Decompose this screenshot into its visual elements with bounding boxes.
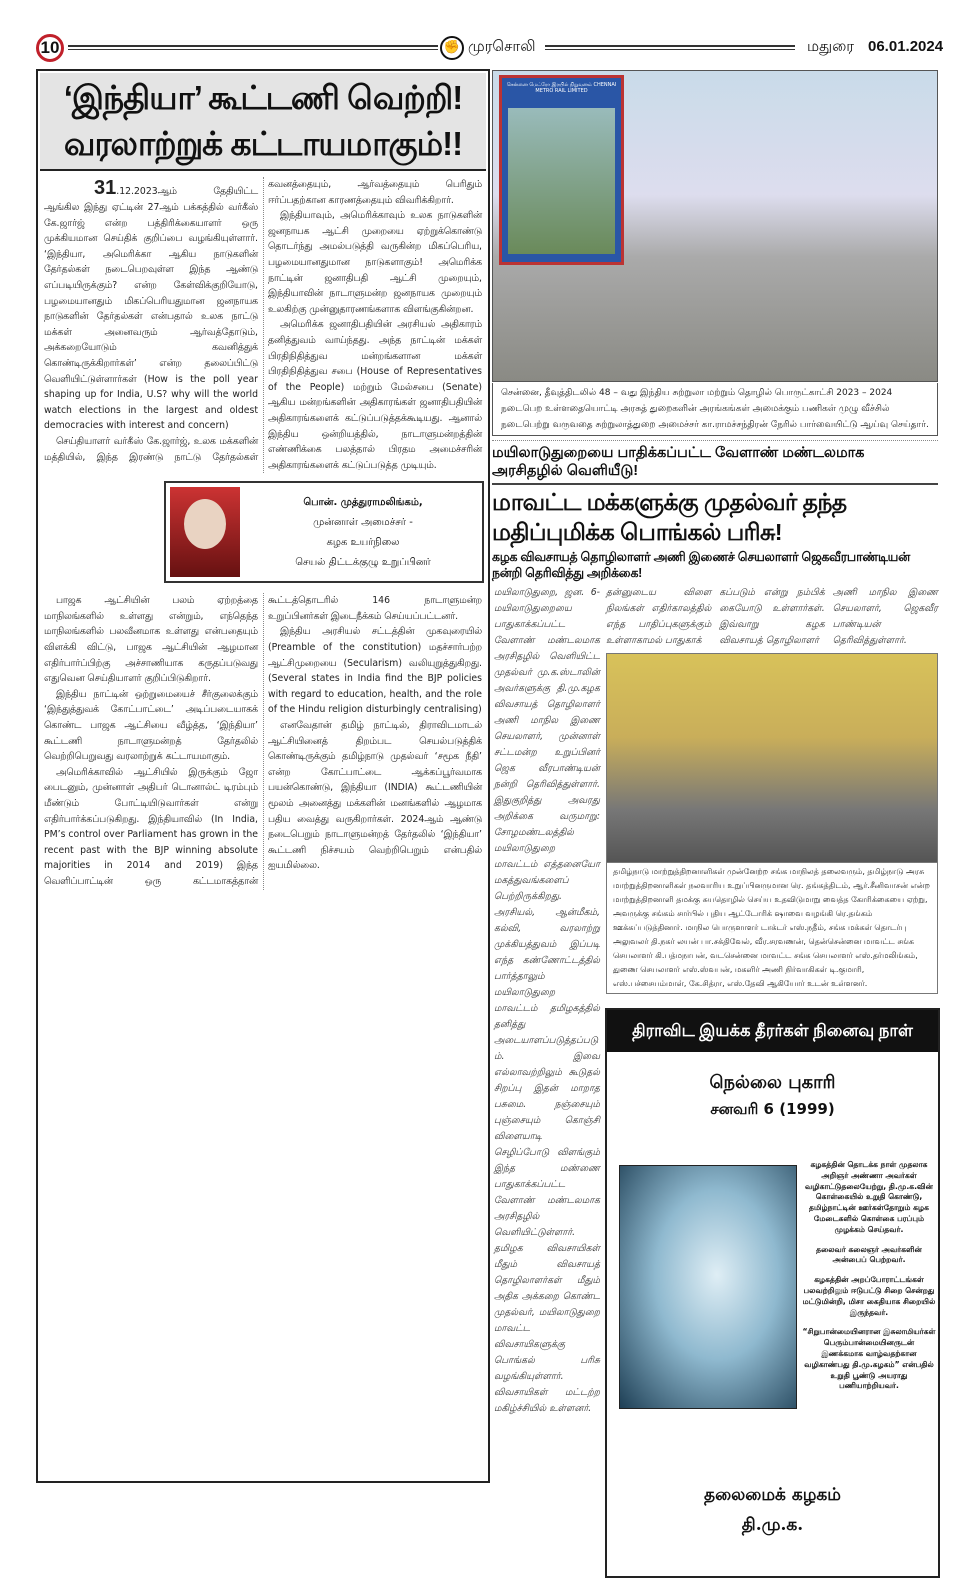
- headline-line-1: ‘இந்தியா’ கூட்டணி வெற்றி!: [63, 79, 463, 116]
- header-rule: [68, 45, 438, 50]
- story-column: அணி மாநில இணை செயலாளர், ஜெகவீர பாண்டியன் தெரிவித்துள்ளார்.: [832, 587, 938, 646]
- story-top-columns: [606, 585, 938, 649]
- signature-line: தி.மு.க.: [741, 1515, 804, 1535]
- article-paragraph: அமெரிக்காவில் ஆட்சியில் இருக்கும் ஜோ பைடனும், முன்னாள் அதிபர் டொனால்ட் டிரம்பும் மீண்டும் போட்டியிடுவார்கள் என்று எதிர்பார்க்கப்படுகிறது. இந்தியாவில் (In India, PM’s control over Parliament has grown in the recent past with the BJP winning absolute majorities in 2014 and 2019) இந்த வெளிப்பாட்டின் ஒரு கட்டமாகத்தான் கூட்டத்தொடரில் 146 நாடாளுமன்ற உறுப்பினர்கள் இடைநீக்கம் செய்யப்பட்டனர்.: [44, 595, 482, 887]
- article-paragraph: அமெரிக்க ஜனாதிபதியின் அரசியல் அதிகாரம் தனித்துவம் வாய்ந்தது. அந்த நாட்டின் மக்கள் பிரதிநிதித்துவ மன்றங்களான மக்கள் பிரதிநிதித்துவ சபை (House of Representatives of the People) மற்றும் மேல்சபை (Senate) ஆகிய மன்றங்களின் அதிகாரங்கள் ஜனாதிபதியின் அதிகாரங்களைக் கட்டுப்படுத்தக்கூடியது. ஆனால் இந்திய ஒன்றியத்தில், நாடாளுமன்றத்தின் எண்ணிக்கை பலத்தால் பிரதம அமைச்சரின் அதிகாரங்களைக் கட்டுப்படுத்த முடியும்.: [268, 319, 482, 471]
- tribute-notice: [605, 1008, 940, 1578]
- lead-article-box: [36, 69, 490, 1483]
- article-paragraph: இந்திய நாட்டின் ஒற்றுமையைச் சீர்குலைக்கும் ‘இந்துத்துவக் கோட்பாட்டை’ அடிப்படையாகக் கொண்ட பாஜக ஆட்சியை வீழ்த்த, ‘இந்தியா’ கூட்டணி நாடாளுமன்றத் தேர்தலில் வெற்றிபெறுவது வரலாற்றுக் கட்டாயமாகும்.: [44, 688, 258, 763]
- tribute-paragraph: தலைவர் கலைஞர் அவர்களின் அன்பைப் பெற்றவர்.: [816, 1244, 922, 1265]
- article-paragraph: இந்தியாவும், அமெரிக்காவும் உலக நாடுகளின் ஜனநாயக ஆட்சி முறையை ஏற்றுக்கொண்டு தொடர்ந்து அமல்படுத்தி வருகின்ற மிகப்பெரிய, பழமையானதுமான நாடுகளாகும்! அமெரிக்க நாட்டின் ஜனாதிபதி ஆட்சி முறையும், இந்தியாவின் நாடாளுமன்ற ஜனநாயக முறையும் உலகிற்கு முன்னுதாரணங்களாக விளங்குகின்றன.: [268, 210, 482, 315]
- article-columns-bottom: [40, 587, 486, 893]
- issue-date: 06.01.2024: [868, 38, 944, 55]
- story-headline: மாவட்ட மக்களுக்கு முதல்வர் தந்த மதிப்புமிக்க பொங்கல் பரிசு!: [492, 489, 847, 545]
- article-paragraph: பாஜக ஆட்சியின் பலம் ஏற்றத்தை மாநிலங்களில் உள்ளது என்றும், எந்தெந்த மாநிலங்களில் பலவீனமாக உள்ளது என்பதையும் விளக்கி விட்டு, பாஜக ஆட்சியின் ஆழமான எதிர்பார்ப்பிற்கு அச்சாணியாக கருதப்படுவது எதுவென செய்தியாளர் குறிப்பிடுகிறார்.: [44, 595, 258, 685]
- tribute-banner: திராவிட இயக்க தீரர்கள் நினைவு நாள்: [607, 1010, 938, 1052]
- story-kicker: மயிலாடுதுறையை பாதிக்கப்பட்ட வேளாண் மண்டலமாக அரசிதழில் வெளியீடு!: [492, 440, 938, 485]
- tribute-portrait: [619, 1165, 797, 1409]
- article-paragraph: இந்திய அரசியல் சட்டத்தின் முகவுரையில் (Preamble of the constitution) மதச்சார்பற்ற ஆட்சிமுறையை (Secularism) வலியுறுத்துகிறது. (Several states in India find the BJP policies with regard to education, health, and the role of the Hindu religion disturbingly centralising): [268, 626, 482, 716]
- paper-logo-icon: ✊: [440, 36, 464, 60]
- paper-name: முரசொலி: [468, 38, 536, 55]
- tribute-text: [802, 1160, 936, 1401]
- page-number: 10: [36, 34, 64, 62]
- story-body: [492, 585, 938, 1578]
- tribute-name: நெல்லை புகாரி: [709, 1072, 836, 1093]
- story-right-column: [606, 585, 938, 1578]
- tribute-paragraph: கழகத்தின் அறப்போராட்டங்கள் பலவற்றிலும் ஈடுபட்டு சிறை சென்றது மட்டுமின்றி, மிசா கைதியாக சிறையில் இருந்தவர்.: [802, 1275, 936, 1317]
- photo-caption: சென்னை, தீவுத்திடலில் 48 – வது இந்திய சுற்றுலா மற்றும் தொழில் பொருட்காட்சி 2023 – 2024 நடைபெற உள்ளதையொட்டி அரசுத் துறைகளின் அரங்கங்கள் அமைக்கும் பணிகள் முழு வீச்சில் நடைபெற்று வருவதை சுற்றுலாத்துறை அமைச்சர் கா.ராமச்சந்திரன் நேரில் பார்வையிட்டு ஆய்வு செய்தார்.: [492, 383, 938, 436]
- author-role: முன்னாள் அமைச்சர் -: [313, 517, 413, 529]
- author-photo: [170, 487, 240, 577]
- paragraph-text: .12.2023ஆம் தேதியிட்ட ஆங்கில இந்து ஏட்டின் 27ஆம் பக்கத்தில் வர்கீஸ் கே.ஜார்ஜ் என்ற பத்திரிக்கையாளர் ஒரு முக்கியமான செய்திக் குறிப்பை வழங்கியுள்ளார். ‘இந்தியா, அமெரிக்கா ஆகிய நாடுகளின் தேர்தல்கள் நடைபெறவுள்ள இந்த ஆண்டு எப்படியிருக்கும்? என்ற கேள்விக்குறியோடு, பழமையானதும் மிகப்பெரியதுமான ஜனநாயக நாடுகளின் தேர்தல்கள் என்பதால் உலக நாட்டு மக்கள் அனைவரும் ஆர்வத்தோடும், அக்கறையோடும் கவனித்துக் கொண்டிருக்கிறார்கள்’ என்ற தலைப்பிட்டு வெளியிட்டுள்ளார்கள் (How is the poll year shaping up for India, U.S? why will the world watch elections in the largest and oldest democracies with interest and concern): [44, 186, 258, 432]
- story-subhead: கழக விவசாயத் தொழிலாளர் அணி இணைச் செயலாளர் ஜெகவீரபாண்டியன் நன்றி தெரிவித்து அறிக்கை!: [492, 550, 910, 580]
- article-paragraph: செய்தியாளர் வர்கீஸ் கே.ஜார்ஜ், உலக மக்களின் மத்தியில், இந்த இரண்டு நாட்டு தேர்தல்கள் கவனத்தையும், ஆர்வத்தையும் பெரிதும் ஈர்ப்பதற்கான காரணத்தையும் விவரிக்கிறார்.: [44, 179, 482, 463]
- signature-line: தலைமைக் கழகம்: [704, 1485, 841, 1505]
- headline-line-2: வரலாற்றுக் கட்டாயமாகும்!!: [63, 125, 463, 162]
- article-paragraph: எனவேதான் தமிழ் நாட்டில், திராவிடமாடல் ஆட்சியினைத் திறம்பட செயல்படுத்திக் கொண்டிருக்கும் தமிழ்நாடு முதல்வர் ‘சமூக நீதி’ என்ற கோட்பாட்டை ஆக்கப்பூர்வமாக பயன்கொண்டு, இந்தியா (INDIA) கூட்டணியின் மூலம் அனைத்து மக்களின் மனங்களில் ஆழமாக பதிய வைத்து வருகிறார்கள். 2024ஆம் ஆண்டு நடைபெறும் நாடாளுமன்றத் தேர்தலில் ‘இந்தியா’ கூட்டணி நிச்சயம் வெற்றிபெறும் என்பதில் ஐயமில்லை.: [268, 720, 482, 872]
- author-box: [164, 481, 484, 583]
- dateline-number: 31: [94, 177, 117, 199]
- author-name: பொன். முத்துராமலிங்கம்,: [303, 497, 423, 509]
- tribute-paragraph: கழகத்தின் தொடக்க நாள் முதலாக அறிஞர் அண்ணா அவர்கள் வழிகாட்டுதலையேற்று, தி.மு.க.வின் கொள்கையில் உறுதி கொண்டு, தமிழ்நாட்டின் ஊர்கள்தோறும் கழக மேடைகளில் கொள்கை பரப்பும் முழக்கம் செய்தவர்.: [805, 1160, 933, 1234]
- article-paragraph: [44, 177, 258, 434]
- auto-rickshaw-handover-photo: [606, 653, 938, 863]
- tribute-paragraph: “சிறுபான்மையினரான இசுலாமியர்கள் பெரும்பான்மையினருடன் இணக்கமாக வாழ்வதற்கான வழிகாண்பது தி.மு.கழகம்” என்பதில் உறுதி பூண்டு அயராது பணியாற்றியவர்.: [802, 1327, 936, 1391]
- tribute-date: சனவரி 6 (1999): [710, 1100, 835, 1118]
- story-column: கப்படும் என்று நம்பிக் கையோடு உள்ளார்கள். இவ்வாறு கழக விவசாயத் தொழிலாளர்: [719, 587, 825, 646]
- story-side-column: மயிலாடுதுறை, ஜன. 6- மயிலாடுதுறையை பாதுகாக்கப்பட்ட வேளாண் மண்டலமாக அரசிதழில் வெளியிட்ட முதல்வர் மு.க.ஸ்டாலின் அவர்களுக்கு தி.மு.கழக விவசாயத் தொழிலாளர் அணி மாநில இணை செயலாளர், முன்னாள் சட்டமன்ற உறுப்பினர் ஜெக வீரபாண்டியன் நன்றி தெரிவித்துள்ளார். இதுகுறித்து அவரது அறிக்கை வருமாறு: சோழமண்டலத்தில் மயிலாடுதுறை மாவட்டம் எத்தனையோ மகத்துவங்களைப் பெற்றிருக்கிறது. அரசியல், ஆன்மீகம், கல்வி, வரலாற்று முக்கியத்துவம் இப்படி எந்த கண்ணோட்டத்தில் பார்த்தாலும் மயிலாடுதுறை மாவட்டம் தமிழகத்தில் தனித்து அடையாளப்படுத்தப்படும். இவை எல்லாவற்றிலும் கூடுதல் சிறப்பு இதன் மாறாத பசுமை. நஞ்சையும் புஞ்சையும் கொஞ்சி விளையாடி செழிப்போடு விளங்கும் இந்த மண்ணை பாதுகாக்கப்பட்ட வேளாண் மண்டலமாக அரசிதழில் வெளியிட்டுள்ளார். தமிழக விவசாயிகள் மீதும் விவசாயத் தொழிலாளர்கள் மீதும் அதிக அக்கறை கொண்ட முதல்வர், மயிலாடுதுறை மாவட்ட விவசாயிகளுக்கு பொங்கல் பரிசு வழங்கியுள்ளார். விவசாயிகள் மட்டற்ற மகிழ்ச்சியில் உள்ளனர்.: [494, 587, 600, 1414]
- sign-text: சென்னை மெட்ரோ இரயில் நிறுவனம் CHENNAI METRO RAIL LIMITED: [506, 82, 617, 94]
- tribute-signature: [607, 1480, 938, 1540]
- author-role: கழக உயர்நிலை: [326, 537, 400, 549]
- story-block: [492, 440, 938, 1578]
- photo-caption: தமிழ்நாடு மாற்றுத்திறனாளிகள் முன்னேற்ற சங்க மாநிலத் தலைவரும், தமிழ்நாடு அரசு மாற்றுத்திறனாளிகள் நலவாரிய உறுப்பினருமான ரெ. தங்கத்திடம், ஆர்.சீனிவாசன் என்ற மாற்றுத்திறனாளி தமக்கு சுயதொழில் செய்ய உதவிடுமாறு வைத்த கோரிக்கையை ஏற்று, அவருக்கு சங்கம் சார்பில் புதிய ஆட்டோரிக் ஷாவை வழங்கி ரெ.தங்கம் ஊக்கப்படுத்தினார். மாநில பொருளாளர் டாக்டர் எஸ்.நதீம், சங்க மக்கள் தொடர்பு அலுவலர் தி.நகர் லயன் பா.சக்திவேல், வீர.சரவணன், தென்சென்னை மாவட்ட சங்க செயலாளர் கி.பத்மநாபன், வடசென்னை மாவட்ட சங்க செயலாளர் எஸ்.தர்மலிங்கம், துணை செயலாளர் எஸ்.ஸ்வபன், மகளிர் அணி நிர்வாகிகள் டி.குமாரி, எஸ்.பச்சையம்மாள், கே.சித்ரா, எஸ்.தேவி ஆகியோர் உடன் உள்ளனர்.: [606, 863, 938, 994]
- edition-city: மதுரை: [807, 38, 855, 55]
- lead-headline: [40, 73, 486, 171]
- metro-sign-board: [499, 75, 624, 265]
- exhibition-photo: [492, 70, 938, 382]
- article-columns-top: [40, 171, 486, 477]
- author-role: செயல் திட்டக்குழு உறுப்பினர்: [295, 557, 431, 569]
- story-column: தன்னுடைய விளை நிலங்கள் எதிர்காலத்தில் எந்த பாதிப்புகளுக்கும் உள்ளாகாமல் பாதுகாக்: [606, 587, 712, 646]
- header-rule: [545, 45, 795, 50]
